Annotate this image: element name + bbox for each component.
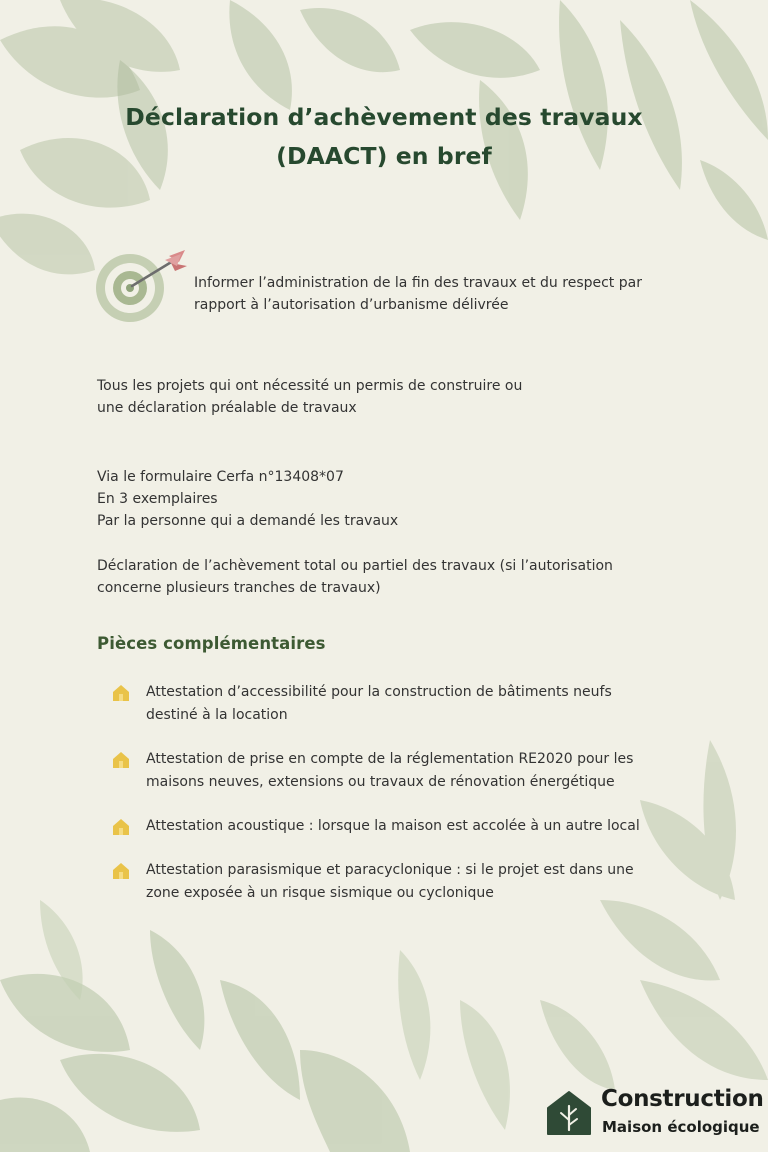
concerned-line-1: Tous les projets qui ont nécessité un permis de construire ou: [97, 378, 523, 394]
procedure-line-2: En 3 exemplaires: [97, 491, 218, 507]
list-item-text: [146, 815, 676, 838]
house-icon: [112, 684, 130, 702]
procedure-text: [97, 466, 697, 532]
scope-line-2: concerne plusieurs tranches de travaux): [97, 580, 381, 596]
brand-logo: [545, 1086, 767, 1142]
objective-line-2: rapport à l’autorisation d’urbanisme délivrée: [194, 297, 509, 313]
house-icon: [112, 818, 130, 836]
list-item-line-2: destiné à la location: [146, 707, 288, 723]
list-item-line-1: Attestation acoustique : lorsque la maison est accolée à un autre local: [146, 818, 640, 834]
page-title-line-1: Déclaration d’achèvement des travaux: [125, 103, 643, 131]
scope-text: [97, 555, 697, 599]
objective-line-1: Informer l’administration de la fin des travaux et du respect par: [194, 275, 642, 291]
brand-subtitle: Maison écologique: [602, 1118, 760, 1136]
scope-line-1: Déclaration de l’achèvement total ou partiel des travaux (si l’autorisation: [97, 558, 613, 574]
list-item-line-1: Attestation de prise en compte de la réglementation RE2020 pour les: [146, 751, 634, 767]
page-title: [84, 98, 684, 176]
procedure-line-3: Par la personne qui a demandé les travaux: [97, 513, 399, 529]
list-item-text: [146, 681, 676, 727]
list-item-line-1: Attestation parasismique et paracyclonique : si le projet est dans une: [146, 862, 634, 878]
house-icon: [112, 862, 130, 880]
target-icon: [95, 244, 195, 328]
list-item-text: [146, 748, 676, 794]
house-icon: [112, 751, 130, 769]
page-title-line-2: (DAACT) en bref: [276, 142, 492, 170]
list-item-text: [146, 859, 676, 905]
list-item-line-2: maisons neuves, extensions ou travaux de rénovation énergétique: [146, 774, 615, 790]
brand-name: Construction: [601, 1086, 764, 1112]
list-item-line-2: zone exposée à un risque sismique ou cyclonique: [146, 885, 494, 901]
objective-text: [194, 272, 674, 316]
list-item-line-1: Attestation d’accessibilité pour la construction de bâtiments neufs: [146, 684, 612, 700]
house-tree-logo-icon: [546, 1090, 592, 1136]
concerned-projects-text: [97, 375, 697, 419]
procedure-line-1: Via le formulaire Cerfa n°13408*07: [97, 469, 344, 485]
pieces-heading: Pièces complémentaires: [97, 634, 326, 653]
concerned-line-2: une déclaration préalable de travaux: [97, 400, 357, 416]
